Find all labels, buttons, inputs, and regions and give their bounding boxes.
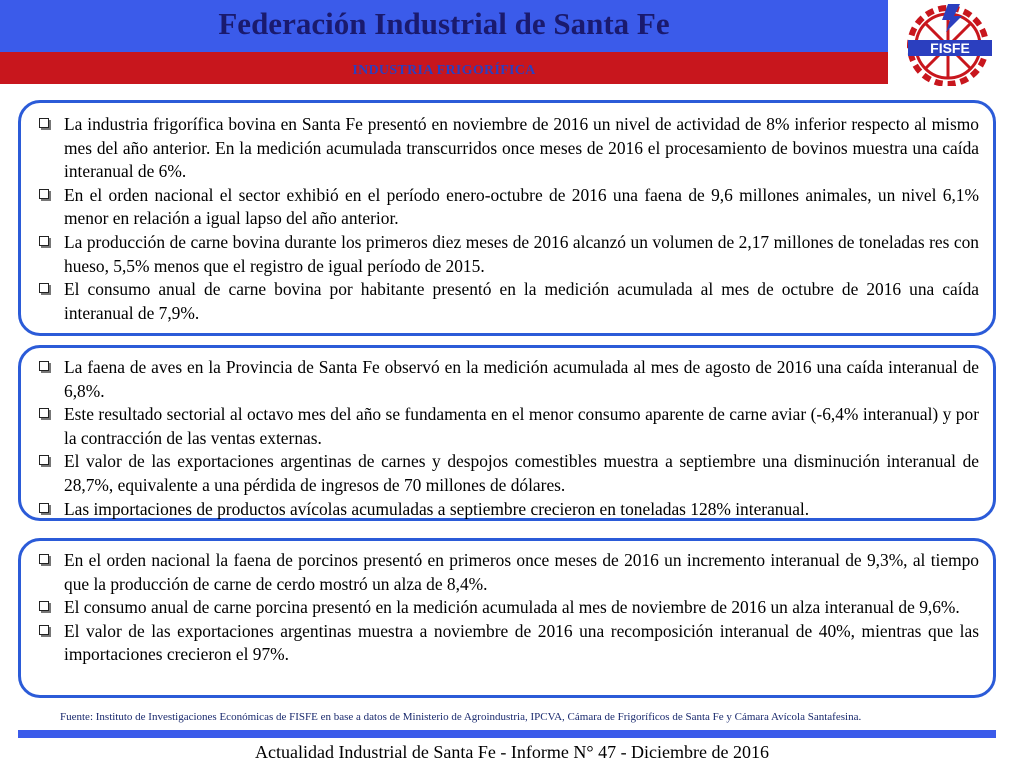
bovine-panel (18, 100, 996, 336)
checkbox-bullet-icon (39, 625, 49, 635)
checkbox-bullet-icon (39, 408, 49, 418)
list-item: En el orden nacional la faena de porcinos presentó en primeros once meses de 2016 un incremento interanual de 9,3%, al tiempo que la producción de carne de cerdo mostró un alza de 8,4%. (31, 549, 979, 596)
list-item: El consumo anual de carne porcina presentó en la medición acumulada al mes de noviembre de 2016 un alza interanual de 9,6%. (31, 596, 979, 620)
checkbox-bullet-icon (39, 283, 49, 293)
fisfe-logo (898, 2, 1002, 86)
poultry-list (31, 356, 979, 521)
list-item: En el orden nacional el sector exhibió en el período enero-octubre de 2016 una faena de 9,6 millones animales, un nivel 6,1% menor en relación a igual lapso del año anterior. (31, 184, 979, 231)
checkbox-bullet-icon (39, 503, 49, 513)
checkbox-bullet-icon (39, 118, 49, 128)
pork-panel (18, 538, 996, 698)
footer-text: Actualidad Industrial de Santa Fe - Informe N° 47 - Diciembre de 2016 (254, 742, 770, 762)
pork-list (31, 549, 979, 667)
list-item: La faena de aves en la Provincia de Santa Fe observó en la medición acumulada al mes de agosto de 2016 una caída interanual de 6,8%. (31, 356, 979, 403)
list-item: La industria frigorífica bovina en Santa Fe presentó en noviembre de 2016 un nivel de actividad de 8% inferior respecto al mismo mes del año anterior. En la medición acumulada transcurridos once meses de 2016 el procesamiento de bovinos muestra una caída interanual de 6%. (31, 113, 979, 184)
list-item: El valor de las exportaciones argentinas de carnes y despojos comestibles muestra a septiembre una disminución interanual de 28,7%, equivalente a una pérdida de ingresos de 70 millones de dólares. (31, 450, 979, 497)
section-subtitle: INDUSTRIA FRIGORÍFICA (352, 63, 536, 78)
list-item: El consumo anual de carne bovina por habitante presentó en la medición acumulada al mes de octubre de 2016 una caída interanual de 7,9%. (31, 278, 979, 325)
page-title: Federación Industrial de Santa Fe (218, 6, 670, 41)
list-item: El valor de las exportaciones argentinas muestra a noviembre de 2016 una recomposición interanual de 40%, mientras que las importaciones crecieron el 97%. (31, 620, 979, 667)
poultry-panel (18, 345, 996, 521)
source-note: Fuente: Instituto de Investigaciones Económicas de FISFE en base a datos de Ministerio de Agroindustria, IPCVA, Cámara de Frigoríficos de Santa Fe y Cámara Avícola Santafesina. (60, 711, 862, 723)
checkbox-bullet-icon (39, 455, 49, 465)
footer-bar (18, 730, 996, 738)
checkbox-bullet-icon (39, 601, 49, 611)
checkbox-bullet-icon (39, 361, 49, 371)
list-item: Las importaciones de productos avícolas acumuladas a septiembre crecieron en toneladas 128% interanual. (31, 498, 979, 522)
checkbox-bullet-icon (39, 189, 49, 199)
checkbox-bullet-icon (39, 554, 49, 564)
logo-text: FISFE (930, 40, 970, 56)
list-item: La producción de carne bovina durante los primeros diez meses de 2016 alcanzó un volumen de 2,17 millones de toneladas res con hueso, 5,5% menos que el registro de igual período de 2015. (31, 231, 979, 278)
list-item: Este resultado sectorial al octavo mes del año se fundamenta en el menor consumo aparente de carne aviar (-6,4% interanual) y por la contracción de las ventas externas. (31, 403, 979, 450)
checkbox-bullet-icon (39, 236, 49, 246)
bovine-list (31, 113, 979, 325)
